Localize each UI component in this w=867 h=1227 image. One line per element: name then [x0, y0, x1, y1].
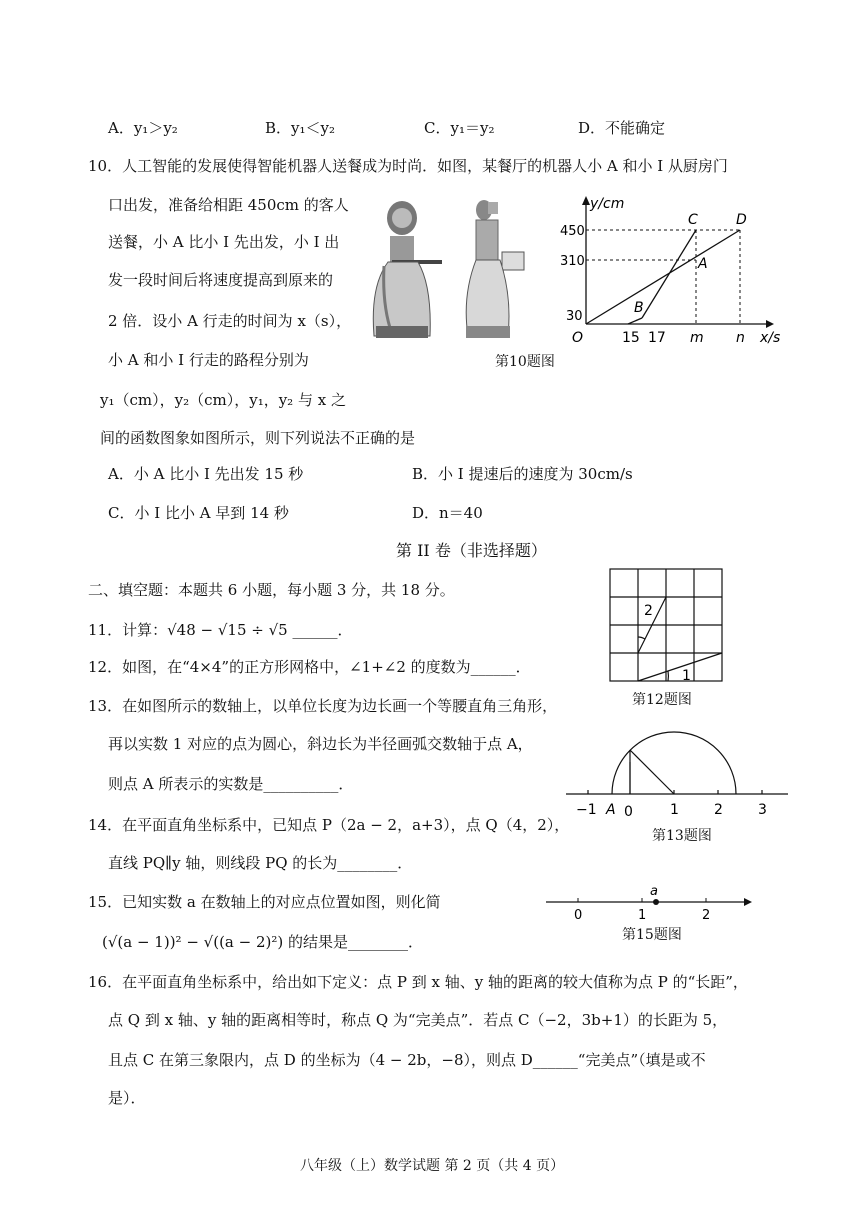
point-c-label: C: [688, 212, 698, 228]
point-a-label: A: [698, 256, 708, 272]
y-tick-450: 450: [560, 224, 585, 239]
point-a-label: A: [606, 802, 616, 818]
q14-line2: 直线 PQ∥y 轴，则线段 PQ 的长为________．: [108, 854, 413, 872]
q10-line4: 发一段时间后将速度提高到原来的: [108, 271, 334, 289]
q10-line5: 2 倍．设小 A 行走的时间为 x（s），: [108, 312, 352, 330]
robot-i-image: [466, 200, 524, 338]
q12-grid-figure: [608, 567, 728, 685]
tick-0: 0: [574, 908, 583, 922]
point-a-marker: [653, 899, 659, 905]
page-footer: 八年级（上）数学试题 第 2 页（共 4 页）: [300, 1158, 565, 1174]
point-d-label: D: [736, 212, 747, 228]
y-tick-310: 310: [560, 254, 585, 269]
q13-figure-caption: 第13题图: [652, 828, 712, 844]
y-tick-30: 30: [566, 309, 583, 324]
part2-heading: 第 II 卷（非选择题）: [396, 541, 547, 560]
q9-option-c: C．y₁＝y₂: [424, 119, 495, 137]
line-y2-slow: [628, 318, 642, 324]
q16-line3: 且点 C 在第三象限内，点 D 的坐标为（4 − 2b，−8），则点 D______“完美点”（填是或不: [108, 1051, 706, 1069]
q13-line1: 13．在如图所示的数轴上，以单位长度为边长画一个等腰直角三角形，: [88, 697, 558, 715]
x-tick-m: m: [690, 330, 704, 346]
q10-line1: 10．人工智能的发展使得智能机器人送餐成为时尚．如图，某餐厅的机器人小 A 和小 I 从厨房门: [88, 157, 728, 175]
q10-option-c: C．小 I 比小 A 早到 14 秒: [108, 504, 289, 522]
tick-2: 2: [714, 802, 723, 818]
line-y1: [586, 230, 740, 324]
q15-line2: (√(a − 1))² − √((a − 2)²) 的结果是________．: [102, 933, 424, 951]
q10-option-d: D．n＝40: [412, 504, 483, 522]
q10-line7: y₁（cm），y₂（cm），y₁，y₂ 与 x 之: [100, 391, 346, 409]
q9-option-a: A．y₁＞y₂: [108, 119, 178, 137]
x-axis-label: x/s: [760, 330, 781, 346]
q10-line8: 间的函数图象如图所示，则下列说法不正确的是: [100, 429, 416, 447]
point-a-label: a: [650, 884, 658, 899]
q12-text: 12．如图，在“4×4”的正方形网格中，∠1+∠2 的度数为______．: [88, 658, 531, 676]
q16-line2: 点 Q 到 x 轴、y 轴的距离相等时，称点 Q 为“完美点”．若点 C（−2，3b+1）的长距为 5，: [108, 1011, 728, 1029]
q16-line4: 是）．: [108, 1089, 146, 1107]
tick-3: 3: [758, 802, 767, 818]
y-axis-label: y/cm: [590, 196, 625, 212]
tick-0: 0: [624, 804, 633, 820]
q13-number-line-figure: [566, 722, 792, 822]
x-axis-arrow: [766, 320, 774, 328]
q14-line1: 14．在平面直角坐标系中，已知点 P（2a − 2，a+3），点 Q（4，2），: [88, 816, 570, 834]
q15-line1: 15．已知实数 a 在数轴上的对应点位置如图，则化简: [88, 893, 441, 911]
q13-line3: 则点 A 所表示的实数是__________．: [108, 775, 354, 793]
tick-2: 2: [702, 908, 711, 922]
q10-option-a: A．小 A 比小 I 先出发 15 秒: [108, 465, 304, 483]
line-y2-fast: [642, 230, 696, 318]
q15-number-line-figure: [546, 884, 756, 922]
x-tick-17: 17: [648, 330, 666, 346]
robot-illustrations: [362, 196, 540, 346]
tick-neg1: −1: [576, 802, 597, 818]
q10-option-b: B．小 I 提速后的速度为 30cm/s: [412, 465, 633, 483]
q10-line6: 小 A 和小 I 行走的路程分别为: [108, 351, 309, 369]
y-axis-arrow: [582, 196, 590, 205]
q10-line3: 送餐，小 A 比小 I 先出发，小 I 出: [108, 233, 340, 251]
q10-figure-caption: 第10题图: [495, 354, 555, 370]
q12-figure-caption: 第12题图: [632, 692, 692, 708]
q13-line2: 再以实数 1 对应的点为圆心，斜边长为半径画弧交数轴于点 A，: [108, 735, 533, 753]
origin-label: O: [572, 330, 584, 346]
tick-1: 1: [638, 908, 647, 922]
point-b-label: B: [634, 300, 644, 316]
q9-option-d: D．不能确定: [578, 119, 666, 137]
q16-line1: 16．在平面直角坐标系中，给出如下定义：点 P 到 x 轴、y 轴的距离的较大值称为点 P 的“长距”，: [88, 973, 748, 991]
q11-text: 11．计算：√48 − √15 ÷ √5 ______．: [88, 621, 353, 639]
q10-graph: [560, 190, 790, 350]
angle-1-label: 1: [682, 668, 691, 684]
q9-option-b: B．y₁＜y₂: [265, 119, 335, 137]
section-fill-in-heading: 二、填空题：本题共 6 小题，每小题 3 分，共 18 分。: [88, 581, 455, 599]
q15-figure-caption: 第15题图: [622, 927, 682, 943]
x-tick-n: n: [736, 330, 745, 346]
x-tick-15: 15: [622, 330, 640, 346]
q10-line2: 口出发，准备给相距 450cm 的客人: [108, 196, 349, 214]
angle-2-label: 2: [644, 603, 653, 619]
robot-a-image: [373, 201, 442, 338]
tick-1: 1: [670, 802, 679, 818]
